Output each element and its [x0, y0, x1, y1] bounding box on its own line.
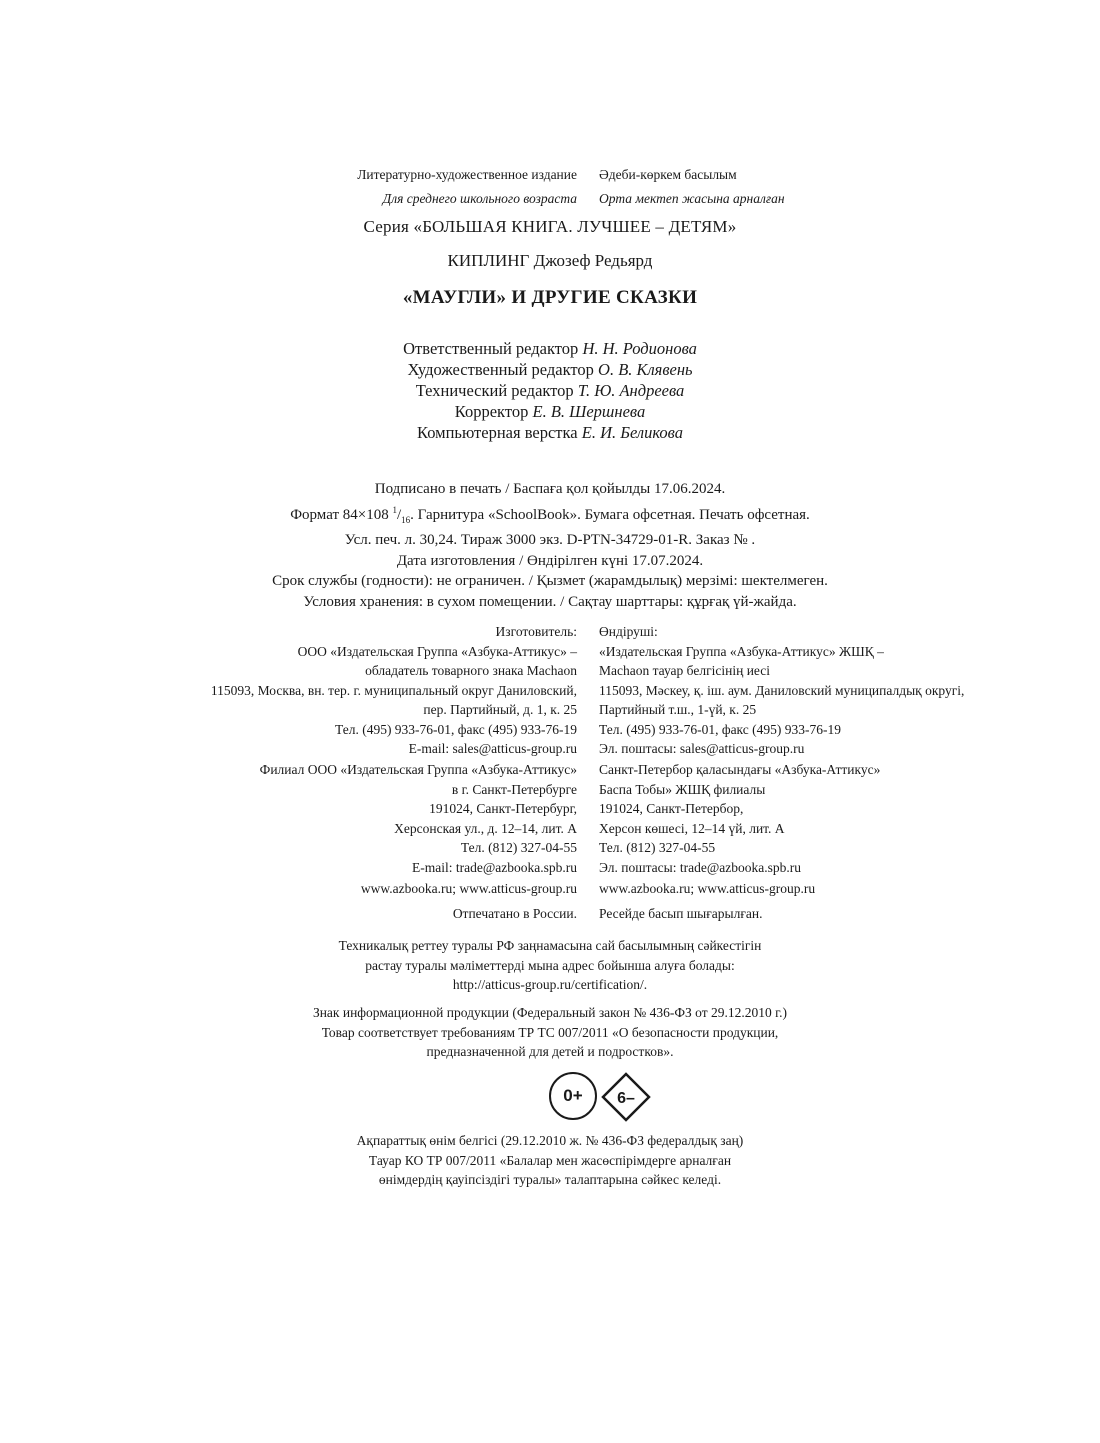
age-group-kz: Орта мектеп жасына арналған — [599, 191, 785, 206]
printed-in-kz: Ресейде басып шығарылған. — [599, 906, 763, 921]
staff-role: Технический редактор — [415, 381, 578, 400]
branch-block — [0, 760, 1100, 877]
staff-line — [0, 380, 1100, 401]
info-sign-line: Знак информационной продукции (Федеральный закон № 436-ФЗ от 29.12.2010 г.) — [312, 1005, 788, 1020]
age-rating-label: 6– — [617, 1090, 635, 1107]
manufacturer-line: Тел. (495) 933-76-01, факс (495) 933-76-19 — [599, 721, 842, 737]
website-links-kz: www.azbooka.ru; www.atticus-group.ru — [599, 881, 816, 896]
staff-role: Художественный редактор — [407, 360, 599, 379]
genre-ru: Литературно-художественное издание — [357, 167, 577, 182]
series-title: Серия «БОЛЬШАЯ КНИГА. ЛУЧШЕЕ – ДЕТЯМ» — [363, 217, 737, 236]
kz-sign-line: Тауар КО ТР 007/2011 «Балалар мен жасөспірімдерге арналған — [368, 1152, 732, 1168]
branch-line: 191024, Санкт-Петербор, — [599, 801, 744, 816]
format-sub: 16 — [401, 514, 411, 525]
manufacture-date: Дата изготовления / Өндірілген күні 17.07.2024. — [396, 552, 704, 569]
cert-line: растау туралы мәліметтерді мына адрес бойынша алуға болады: — [365, 957, 735, 973]
genre-row — [0, 167, 1100, 183]
age-row — [0, 191, 1100, 207]
diamond-shape — [601, 1072, 651, 1122]
info-sign-line: предназначенной для детей и подростков». — [426, 1044, 674, 1059]
manufacturer-ru — [0, 622, 588, 759]
kz-sign-line: өнімдердің қауіпсіздігі туралы» талаптарына сәйкес келеді. — [378, 1172, 722, 1187]
staff-line — [0, 338, 1100, 359]
branch-line: Филиал ООО «Издательская Группа «Азбука-Аттикус» — [259, 762, 577, 777]
volume-line: Усл. печ. л. 30,24. Тираж 3000 экз. D-PTN-34729-01-R. Заказ № . — [344, 532, 756, 548]
print-details — [0, 479, 1100, 612]
staff-role: Ответственный редактор — [403, 339, 583, 358]
manufacturer-kz — [588, 622, 1100, 759]
branch-line: E-mail: trade@azbooka.spb.ru — [412, 859, 577, 875]
format-sup: 1 — [392, 504, 397, 515]
staff-list — [0, 338, 1100, 443]
author-name: КИПЛИНГ Джозеф Редьярд — [447, 251, 653, 270]
genre-kz: Әдеби-көркем басылым — [599, 167, 737, 182]
staff-line — [0, 422, 1100, 443]
age-group-ru: Для среднего школьного возраста — [382, 191, 577, 206]
book-title: «МАУГЛИ» И ДРУГИЕ СКАЗКИ — [402, 287, 698, 308]
manufacturer-line: Тел. (495) 933-76-01, факс (495) 933-76-19 — [334, 721, 577, 737]
manufacturer-line: Machaon тауар белгісінің иесі — [599, 663, 770, 678]
signed-date: Подписано в печать / Баспаға қол қойылды 17.06.2024. — [374, 481, 726, 497]
age-rating-badges — [549, 1072, 651, 1124]
manufacturer-line: обладатель товарного знака Machaon — [365, 663, 577, 678]
age-rating-circle-icon — [549, 1072, 597, 1120]
manufacturer-line: E-mail: sales@atticus-group.ru — [408, 741, 577, 756]
printed-in-ru: Отпечатано в России. — [452, 906, 577, 921]
branch-line: Херсонская ул., д. 12–14, лит. А — [394, 820, 577, 836]
certification-note — [0, 936, 1100, 995]
cert-url: http://atticus-group.ru/certification/. — [452, 977, 648, 992]
manufacturer-line: «Издательская Группа «Азбука-Аттикус» ЖШҚ – — [599, 643, 884, 659]
staff-name: Н. Н. Родионова — [582, 339, 697, 358]
manufacturer-line: Партийный т.ш., 1-үй, к. 25 — [599, 702, 757, 717]
info-sign-ru — [0, 1003, 1100, 1062]
storage-conditions: Условия хранения: в сухом помещении. / Сақтау шарттары: құрғақ үй-жайда. — [303, 593, 797, 610]
staff-name: Е. В. Шершнева — [532, 402, 646, 421]
format-typeface: . Гарнитура «SchoolBook». Бумага офсетная. Печать офсетная. — [410, 506, 810, 523]
staff-name: Т. Ю. Андреева — [577, 381, 685, 400]
manufacturer-line: пер. Партийный, д. 1, к. 25 — [423, 702, 577, 717]
branch-line: в г. Санкт-Петербурге — [451, 781, 577, 797]
format-line — [0, 500, 1100, 531]
branch-kz — [588, 760, 1100, 877]
staff-name: О. В. Клявень — [598, 360, 693, 379]
info-sign-kz — [0, 1131, 1100, 1190]
branch-ru — [0, 760, 588, 877]
website-links-ru: www.azbooka.ru; www.atticus-group.ru — [360, 881, 577, 896]
manufacturer-block — [0, 622, 1100, 759]
manufacturer-line: 115093, Москва, вн. тер. г. муниципальный округ Даниловский, — [210, 682, 577, 698]
branch-line: Баспа Тобы» ЖШҚ филиалы — [599, 781, 766, 797]
staff-role: Компьютерная верстка — [417, 423, 582, 442]
service-term: Срок службы (годности): не ограничен. / Қызмет (жарамдылық) мерзімі: шектелмеген. — [272, 573, 828, 589]
kz-sign-line: Ақпараттық өнім белгісі (29.12.2010 ж. № 436-ФЗ федералдық заң) — [356, 1133, 744, 1148]
manufacturer-line: Изготовитель: — [495, 624, 577, 639]
staff-line — [0, 401, 1100, 422]
branch-line: Тел. (812) 327-04-55 — [460, 840, 577, 855]
info-sign-line: Товар соответствует требованиям ТР ТС 007/2011 «О безопасности продукции, — [321, 1024, 779, 1040]
age-rating-diamond-icon — [601, 1072, 651, 1122]
staff-name: Е. И. Беликова — [581, 423, 683, 442]
manufacturer-line: 115093, Мәскеу, қ. іш. аум. Даниловский муниципалдық округі, — [599, 682, 965, 698]
printed-row — [0, 906, 1100, 922]
branch-line: Тел. (812) 327-04-55 — [599, 840, 716, 855]
branch-line: Эл. поштасы: trade@azbooka.spb.ru — [599, 859, 801, 875]
branch-line: Санкт-Петербор қаласындағы «Азбука-Аттикус» — [599, 762, 881, 777]
manufacturer-line: Өндіруші: — [599, 624, 658, 639]
manufacturer-line: Эл. поштасы: sales@atticus-group.ru — [599, 741, 805, 756]
format-size: Формат 84×108 — [290, 506, 393, 523]
staff-role: Корректор — [454, 402, 533, 421]
manufacturer-line: ООО «Издательская Группа «Азбука-Аттикус» – — [297, 643, 577, 659]
branch-line: 191024, Санкт-Петербург, — [429, 801, 577, 816]
staff-line — [0, 359, 1100, 380]
age-rating-label: 0+ — [563, 1086, 583, 1105]
format-slash: / — [397, 506, 402, 523]
branch-line: Херсон көшесі, 12–14 үй, лит. А — [599, 820, 785, 836]
cert-line: Техникалық реттеу туралы РФ заңнамасына сай басылымның сәйкестігін — [338, 938, 762, 953]
web-row — [0, 881, 1100, 897]
